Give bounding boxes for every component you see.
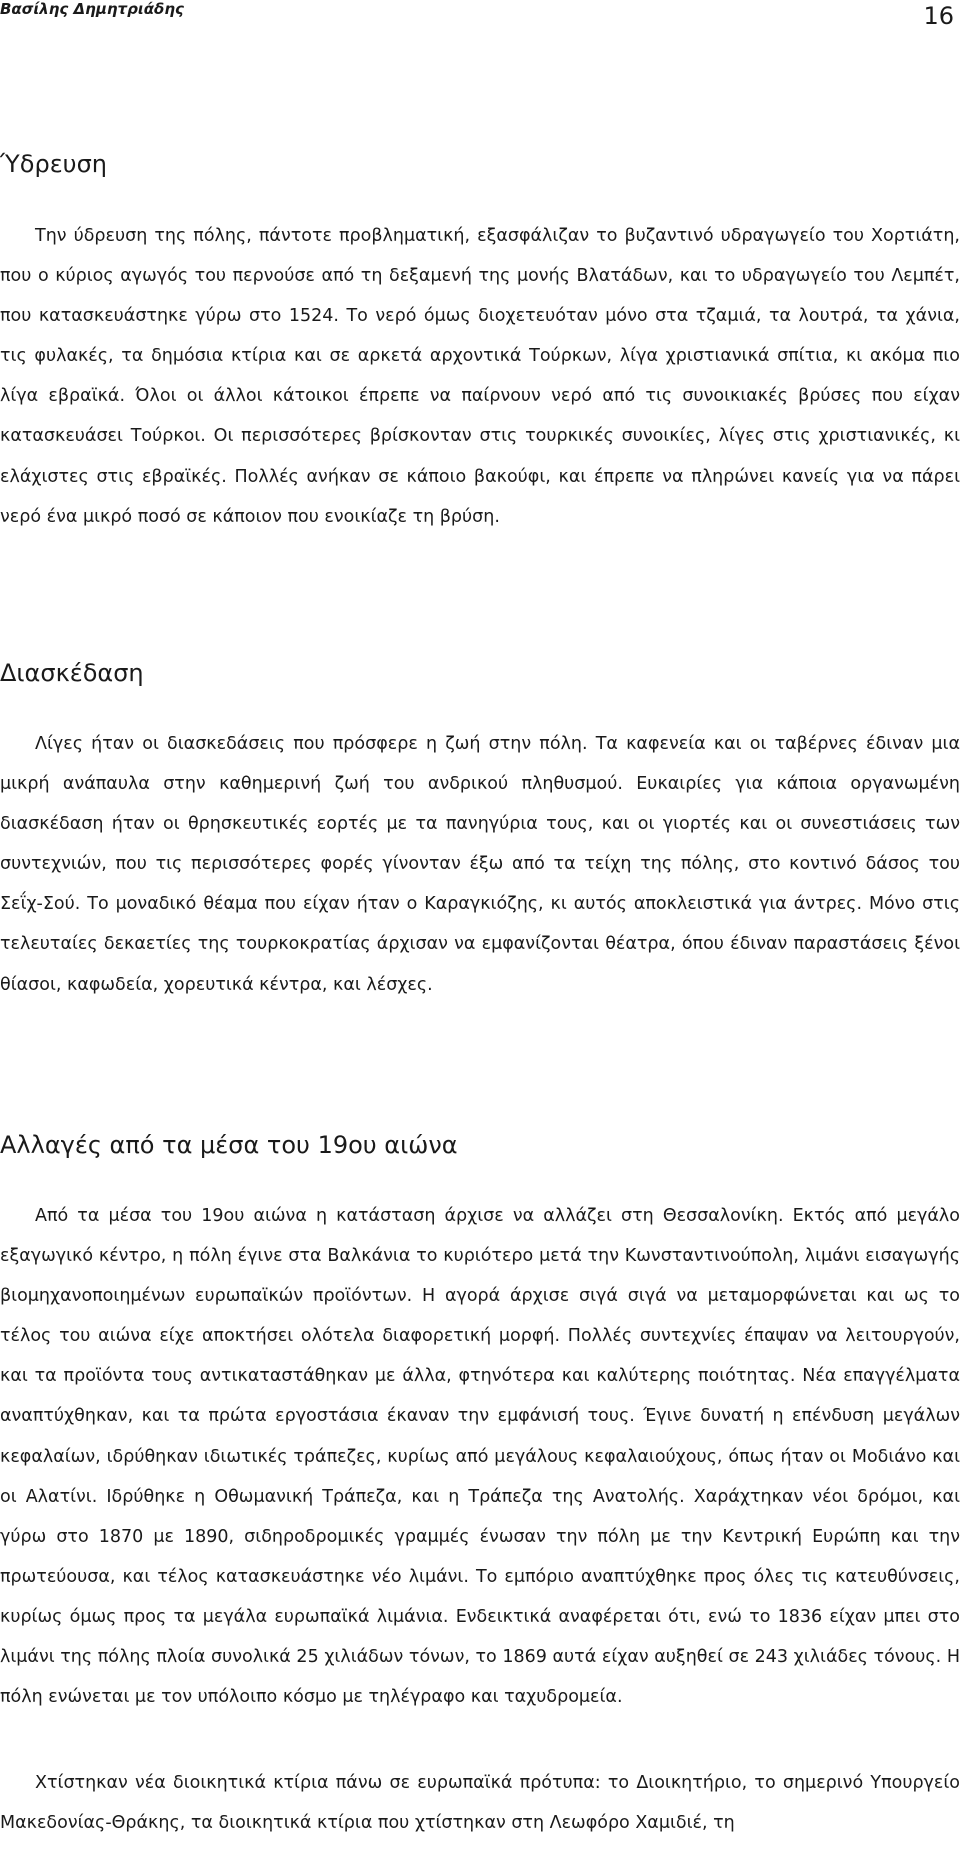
paragraph-entertainment: Λίγες ήταν οι διασκεδάσεις που πρόσφερε η ζωή στην πόλη. Τα καφενεία και οι ταβέρνες έδιναν μια μικρή ανάπαυλα στην καθημερινή ζωή του ανδρικού πληθυσμού. Ευκαιρίες για κάποια οργανωμένη διασκέδαση ήταν οι θρησκευτικές εορτές με τα πανηγύρια τους, και οι γιορτές και οι συνεστιάσεις των συντεχνιών, που τις περισσότερες φορές γίνονταν έξω από τα τείχη της πόλης, στο κοντινό δάσος του Σεΐχ-Σού. Το μοναδικό θέαμα που είχαν ήταν ο Καραγκιόζης, κι αυτός αποκλειστικά για άντρες. Μόνο στις τελευταίες δεκαετίες της τουρκοκρατίας άρχισαν να εμφανίζονται θέατρα, όπου έδιναν παραστάσεις ξένοι θίασοι, καφωδεία, χορευτικά κέντρα, και λέσχες. — [0, 734, 960, 995]
paragraph-water-supply: Την ύδρευση της πόλης, πάντοτε προβληματική, εξασφάλιζαν το βυζαντινό υδραγωγείο του Χορτιάτη, που ο κύριος αγωγός του περνούσε από τη δεξαμενή της μονής Βλατάδων, και το υδραγωγείο του Λεμπέτ, που κατασκευάστηκε γύρω στο 1524. Το νερό όμως διοχετευόταν μόνο στα τζαμιά, τα λουτρά, τα χάνια, τις φυλακές, τα δημόσια κτίρια και σε αρκετά αρχοντικά Τούρκων, λίγα χριστιανικά σπίτια, κι ακόμα πιο λίγα εβραϊκά. Όλοι οι άλλοι κάτοικοι έπρεπε να παίρνουν νερό από τις συνοικιακές βρύσες που είχαν κατασκευάσει Τούρκοι. Οι περισσότερες βρίσκονταν στις τουρκικές συνοικίες, λίγες στις χριστιανικές, κι ελάχιστες στις εβραϊκές. Πολλές ανήκαν σε κάποιο βακούφι, και έπρεπε να πληρώνει κανείς για να πάρει νερό ένα μικρό ποσό σε κάποιον που ενοικίαζε τη βρύση. — [0, 226, 960, 527]
section-heading-water-supply: Ύδρευση — [0, 150, 107, 178]
section-heading-entertainment: Διασκέδαση — [0, 659, 144, 687]
running-header-author: Βασίλης Δημητριάδης — [0, 0, 184, 18]
paragraph-new-buildings: Χτίστηκαν νέα διοικητικά κτίρια πάνω σε ευρωπαϊκά πρότυπα: το Διοικητήριο, το σημερινό Υπουργείο Μακεδονίας-Θράκης, τα διοικητικά κτίρια που χτίστηκαν στη Λεωφόρο Χαμιδιέ, τη — [0, 1773, 960, 1834]
page-number: 16 — [923, 2, 954, 30]
paragraph-changes-19th-century: Από τα μέσα του 19ου αιώνα η κατάσταση άρχισε να αλλάζει στη Θεσσαλονίκη. Εκτός από μεγάλο εξαγωγικό κέντρο, η πόλη έγινε στα Βαλκάνια το κυριότερο μετά την Κωνσταντινούπολη, λιμάνι εισαγωγής βιομηχανοποιημένων ευρωπαϊκών προϊόντων. Η αγορά άρχισε σιγά σιγά να μεταμορφώνεται και ως το τέλος του αιώνα είχε αποκτήσει ολότελα διαφορετική μορφή. Πολλές συντεχνίες έπαψαν να λειτουργούν, και τα προϊόντα τους αντικαταστάθηκαν με άλλα, φτηνότερα και καλύτερης ποιότητας. Νέα επαγγέλματα αναπτύχθηκαν, και τα πρώτα εργοστάσια έκαναν την εμφάνισή τους. Έγινε δυνατή η επένδυση μεγάλων κεφαλαίων, ιδρύθηκαν ιδιωτικές τράπεζες, κυρίως από μεγάλους κεφαλαιούχους, όπως ήταν οι Μοδιάνο και οι Αλατίνι. Ιδρύθηκε η Οθωμανική Τράπεζα, και η Τράπεζα της Ανατολής. Χαράχτηκαν νέοι δρόμοι, και γύρω στο 1870 με 1890, σιδηροδρομικές γραμμές ένωσαν την πόλη με την Κεντρική Ευρώπη και την πρωτεύουσα, και τέλος κατασκευάστηκε νέο λιμάνι. Το εμπόριο αναπτύχθηκε προς όλες τις κατευθύνσεις, κυρίως όμως προς τα μεγάλα ευρωπαϊκά λιμάνια. Ενδεικτικά αναφέρεται ότι, ενώ το 1836 είχαν μπει στο λιμάνι της πόλης πλοία συνολικά 25 χιλιάδων τόνων, το 1869 αυτά είχαν αυξηθεί σε 243 χιλιάδες τόνους. Η πόλη ενώνεται με τον υπόλοιπο κόσμο με τηλέγραφο και ταχυδρομεία. — [0, 1206, 960, 1708]
section-heading-changes-19th-century: Αλλαγές από τα μέσα του 19ου αιώνα — [0, 1131, 458, 1159]
